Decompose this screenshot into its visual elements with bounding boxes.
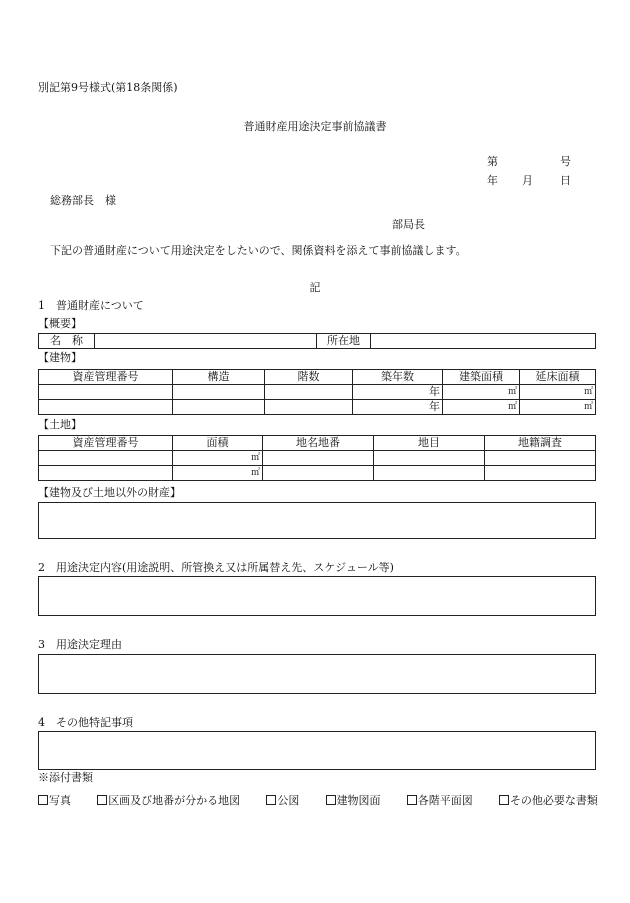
- column-header: 地名地番: [263, 436, 374, 451]
- location-label: 所在地: [317, 334, 371, 349]
- attachments-list: [38, 792, 598, 808]
- column-header: 階数: [265, 370, 353, 385]
- structure-cell[interactable]: [173, 385, 265, 400]
- column-header: 延床面積: [520, 370, 596, 385]
- date-month: 月: [522, 174, 533, 187]
- form-reference: 別記第9号様式(第18条関係): [38, 81, 178, 94]
- checkbox-icon: [38, 795, 48, 805]
- column-header: 地籍調査: [485, 436, 596, 451]
- attachment-checkbox-photo[interactable]: 写真: [38, 792, 71, 808]
- table-row: [39, 334, 596, 349]
- building-area-cell[interactable]: ㎡: [443, 385, 520, 400]
- section3-heading: 3 用途決定理由: [38, 638, 122, 651]
- land-table: [38, 435, 596, 481]
- checkbox-icon: [97, 795, 107, 805]
- column-header: 建築面積: [443, 370, 520, 385]
- overview-table: [38, 333, 596, 349]
- table-row: [39, 400, 596, 415]
- land-category-cell[interactable]: [374, 466, 485, 481]
- cadastral-survey-cell[interactable]: [485, 451, 596, 466]
- other-assets-label: 【建物及び土地以外の財産】: [38, 486, 181, 499]
- lot-number-cell[interactable]: [263, 451, 374, 466]
- remarks-box[interactable]: [38, 731, 596, 770]
- usage-content-box[interactable]: [38, 576, 596, 616]
- floors-cell[interactable]: [265, 400, 353, 415]
- checkbox-icon: [266, 795, 276, 805]
- sender: 部局長: [392, 218, 425, 231]
- building-label: 【建物】: [38, 351, 82, 364]
- column-header: 資産管理番号: [39, 436, 173, 451]
- age-cell[interactable]: 年: [353, 400, 443, 415]
- lot-number-cell[interactable]: [263, 466, 374, 481]
- building-table: [38, 369, 596, 415]
- section1-heading: 1 普通財産について: [38, 299, 144, 312]
- checkbox-icon: [407, 795, 417, 805]
- attachment-checkbox-building-drawing[interactable]: 建物図面: [326, 792, 381, 808]
- asset-number-cell[interactable]: [39, 451, 173, 466]
- table-header-row: [39, 436, 596, 451]
- column-header: 面積: [173, 436, 263, 451]
- land-category-cell[interactable]: [374, 451, 485, 466]
- name-cell[interactable]: [95, 334, 317, 349]
- section2-heading: 2 用途決定内容(用途説明、所管換え又は所属替え先、スケジュール等): [38, 561, 394, 574]
- table-header-row: [39, 370, 596, 385]
- column-header: 構造: [173, 370, 265, 385]
- floor-area-cell[interactable]: ㎡: [520, 385, 596, 400]
- date-year: 年: [487, 174, 498, 187]
- addressee: 総務部長 様: [50, 194, 116, 207]
- column-header: 地目: [374, 436, 485, 451]
- name-label: 名 称: [39, 334, 95, 349]
- attachment-checkbox-map[interactable]: 区画及び地番が分かる地図: [97, 792, 240, 808]
- document-title: 普通財産用途決定事前協議書: [243, 120, 387, 133]
- building-area-cell[interactable]: ㎡: [443, 400, 520, 415]
- overview-label: 【概要】: [38, 317, 82, 330]
- location-cell[interactable]: [371, 334, 596, 349]
- usage-reason-box[interactable]: [38, 654, 596, 694]
- asset-number-cell[interactable]: [39, 400, 173, 415]
- floor-area-cell[interactable]: ㎡: [520, 400, 596, 415]
- checkbox-icon: [326, 795, 336, 805]
- body-text: 下記の普通財産について用途決定をしたいので、関係資料を添えて事前協議します。: [50, 244, 467, 257]
- cadastral-survey-cell[interactable]: [485, 466, 596, 481]
- land-area-cell[interactable]: ㎡: [173, 451, 263, 466]
- floors-cell[interactable]: [265, 385, 353, 400]
- land-area-cell[interactable]: ㎡: [173, 466, 263, 481]
- land-label: 【土地】: [38, 418, 82, 431]
- structure-cell[interactable]: [173, 400, 265, 415]
- column-header: 築年数: [353, 370, 443, 385]
- attachments-label: ※添付書類: [38, 771, 93, 784]
- attachment-checkbox-other[interactable]: その他必要な書類: [499, 792, 598, 808]
- table-row: [39, 451, 596, 466]
- table-row: [39, 385, 596, 400]
- number-suffix: 号: [560, 155, 571, 168]
- checkbox-icon: [499, 795, 509, 805]
- asset-number-cell[interactable]: [39, 385, 173, 400]
- attachment-checkbox-cadastral-map[interactable]: 公図: [266, 792, 299, 808]
- number-prefix: 第: [487, 155, 498, 168]
- ki-heading: 記: [309, 281, 321, 294]
- column-header: 資産管理番号: [39, 370, 173, 385]
- age-cell[interactable]: 年: [353, 385, 443, 400]
- asset-number-cell[interactable]: [39, 466, 173, 481]
- date-day: 日: [560, 174, 571, 187]
- section4-heading: 4 その他特記事項: [38, 716, 133, 729]
- other-assets-box[interactable]: [38, 502, 596, 539]
- table-row: [39, 466, 596, 481]
- attachment-checkbox-floor-plans[interactable]: 各階平面図: [407, 792, 473, 808]
